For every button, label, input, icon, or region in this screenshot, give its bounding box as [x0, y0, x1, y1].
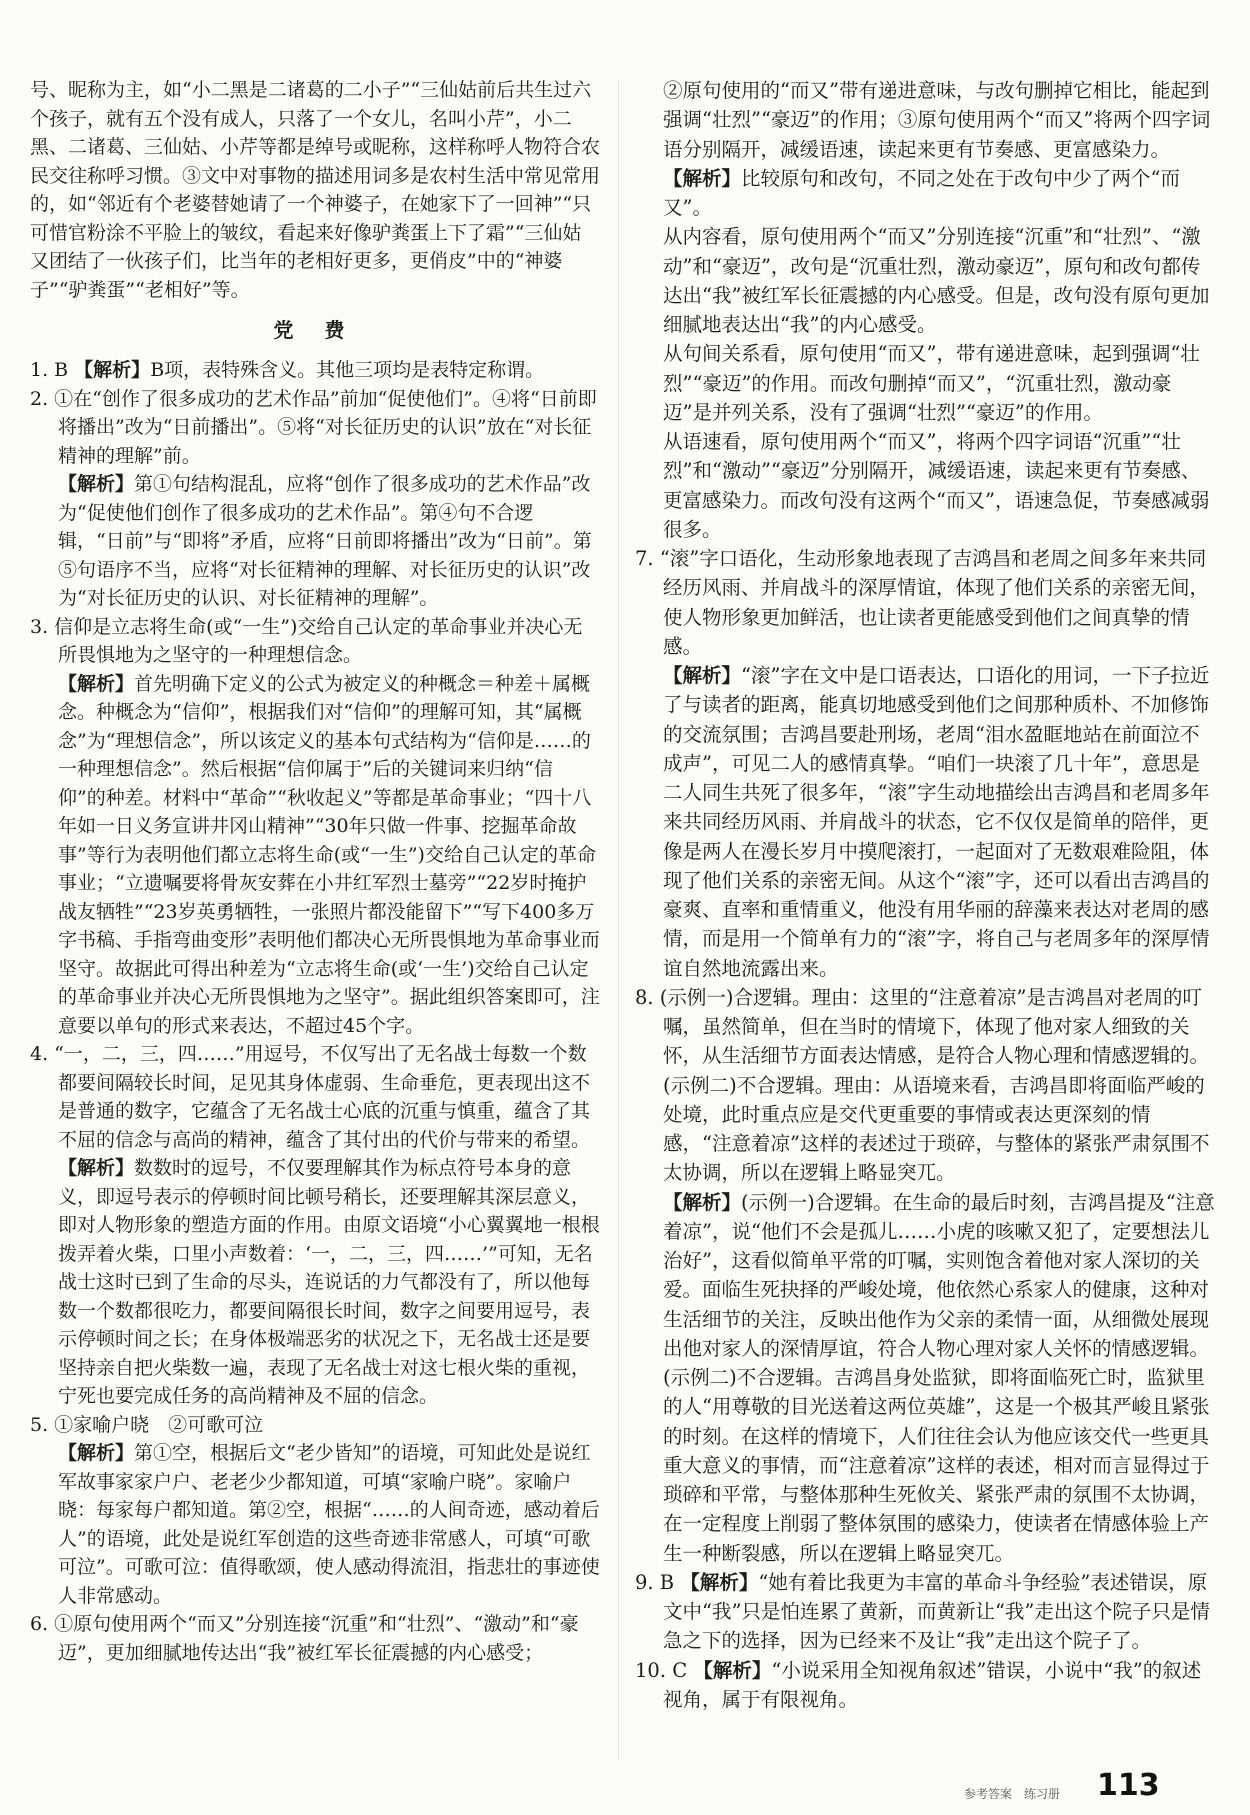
question-1-answer: 1. B 【解析】B项，表特殊含义。其他三项均是表特定称谓。 [30, 359, 545, 381]
intro-paragraph: 号、昵称为主，如“小二黑是二诸葛的二小子”“三仙姑前后共生过六个孩子，就有五个没有成人，只落了一个女儿，名叫小芹”，小二黑、二诸葛、三仙姑、小芹等都是绰号或昵称，这样称呼人物符合农民交往称呼习惯。③文中对事物的描述用词多是农村生活中常见常用的，如“邻近有个老婆替她请了一个神婆子，在她家下了一回神”“只可惜官粉涂不平脸上的皱纹，看起来好像驴粪蛋上下了霜”“三仙姑又团结了一伙孩子们，比当年的老相好更多，更俏皮”中的“神婆子”“驴粪蛋”“老相好”等。 [30, 79, 601, 301]
question-7-answer: 7. “滚”字口语化，生动形象地表现了吉鸿昌和老周之间多年来共同经历风雨、并肩战斗的深厚情谊，体现了他们关系的亲密无间，使人物形象更加鲜活，也让读者更能感受到他们之间真挚的情感。 [635, 547, 1210, 658]
column-divider [618, 80, 619, 1760]
question-8-analysis-2: (示例二)不合逻辑。吉鸿昌身处监狱，即将面临死亡时，监狱里的人“用尊敬的目光送着这两位英雄”，这是一个极其严峻且紧张的时刻。在这样的情境下，人们往往会认为他应该交代一些更具重大意义的事情，而“注意着凉”这样的表述，相对而言显得过于琐碎和平常，与整体那种生死攸关、紧张严肃的氛围不太协调，在一定程度上削弱了整体氛围的感染力，使读者在情感体验上产生一种断裂感，所以在逻辑上略显突兀。 [663, 1366, 1210, 1565]
question-6-analysis-content: 从内容看，原句使用两个“而又”分别连接“沉重”和“壮烈”、“激动”和“豪迈”，改句是“沉重壮烈，激动豪迈”，原句和改句都传达出“我”被红军长征震撼的内心感受。但是，改句没有原句更加细腻地表达出“我”的内心感受。 [663, 225, 1210, 336]
question-6-answer-continued: ②原句使用的“而又”带有递进意味，与改句删掉它相比，能起到强调“壮烈”“豪迈”的作用；③原句使用两个“而又”将两个四字词语分别隔开，减缓语速，读起来更有节奏感、更富感染力。 [663, 79, 1211, 161]
footer-label: 参考答案 练习册 [964, 1787, 1061, 1801]
page-number: 113 [1097, 1768, 1160, 1803]
question-3-answer: 3. 信仰是立志将生命(或“一生”)交给自己认定的革命事业并决心无所畏惧地为之坚守的一种理想信念。 [30, 615, 583, 666]
question-5-analysis: 【解析】第①空，根据后文“老少皆知”的语境，可知此处是说红军故事家家户户、老老少少都知道，可填“家喻户晓”。家喻户晓：每家每户都知道。第②空，根据“……的人间奇迹，感动着后人”的语境，此处是说红军创造的这些奇迹非常感人，可填“可歌可泣”。可歌可泣：值得歌颂，使人感动得流泪，指悲壮的事迹使人非常感动。 [58, 1442, 600, 1607]
question-7-analysis: 【解析】“滚”字在文中是口语表达，口语化的用词，一下子拉近了与读者的距离，能真切地感受到他们之间那种质朴、不加修饰的交流氛围；吉鸿昌要赴刑场，老周“泪水盈眶地站在前面泣不成声”，可见二人的感情真挚。“咱们一块滚了几十年”，意思是二人同生共死了很多年，“滚”字生动地描绘出吉鸿昌和老周多年来共同经历风雨、并肩战斗的状态，它不仅仅是简单的陪伴，更像是两人在漫长岁月中摸爬滚打，一起面对了无数艰难险阻，体现了他们关系的亲密无间。从这个“滚”字，还可以看出吉鸿昌的豪爽、直率和重情重义，他没有用华丽的辞藻来表达对老周的感情，而是用一个简单有力的“滚”字，将自己与老周多年的深厚情谊自然地流露出来。 [663, 664, 1210, 980]
question-10-answer: 10. C 【解析】“小说采用全知视角叙述”错误，小说中“我”的叙述视角，属于有限视角。 [635, 1658, 1202, 1711]
question-4-analysis: 【解析】数数时的逗号，不仅要理解其作为标点符号本身的意义，即逗号表示的停顿时间比顿号稍长，还要理解其深层意义，即对人物形象的塑造方面的作用。由原文语境“小心翼翼地一根根拨弄着火柴，口里小声数着：‘一，二，三，四……’”可知，无名战士这时已到了生命的尽头，连说话的力气都没有了，所以他每数一个数都很吃力，都要间隔很长时间，数字之间要用逗号，表示停顿时间之长；在身体极端恶劣的状况之下，无名战士还是要坚持亲自把火柴数一遍，表现了无名战士对这七根火柴的重视，宁死也要完成任务的高尚精神及不屈的信念。 [58, 1157, 600, 1407]
right-column [635, 76, 1215, 1714]
question-3-analysis: 【解析】首先明确下定义的公式为被定义的种概念＝种差＋属概念。种概念为“信仰”，根据我们对“信仰”的理解可知，其“属概念”为“理想信念”，所以该定义的基本句式结构为“信仰是……的一种理想信念”。然后根据“信仰属于”后的关键词来归纳“信仰”的种差。材料中“革命”“秋收起义”等都是革命事业；“四十八年如一日义务宣讲井冈山精神”“30年只做一件事、挖掘革命故事”等行为表明他们都立志将生命(或“一生”)交给自己认定的革命事业；“立遗嘱要将骨灰安葬在小井红军烈士墓旁”“22岁时掩护战友牺牲”“23岁英勇牺牲，一张照片都没能留下”“写下400多万字书稿、手指弯曲变形”表明他们都决心无所畏惧地为革命事业而坚守。故据此可得出种差为“立志将生命(或‘一生’)交给自己认定的革命事业并决心无所畏惧地为之坚守”。据此组织答案即可，注意要以单句的形式来表达，不超过45个字。 [58, 672, 600, 1037]
question-4-answer: 4. “一，二，三，四……”用逗号，不仅写出了无名战士每数一个数都要间隔较长时间，足见其身体虚弱、生命垂危，更表现出这不是普通的数字，它蕴含了无名战士心底的沉重与慎重，蕴含了其不屈的信念与高尚的精神，蕴含了其付出的代价与带来的希望。 [30, 1043, 591, 1151]
question-8-answer: 8. (示例一)合逻辑。理由：这里的“注意着凉”是吉鸿昌对老周的叮嘱，虽然简单，但在当时的情境下，体现了他对家人细致的关怀，从生活细节方面表达情感，是符合人物心理和情感逻辑的。 [635, 985, 1210, 1068]
question-6-analysis: 【解析】比较原句和改句，不同之处在于改句中少了两个“而又”。 [663, 166, 1180, 219]
question-6-analysis-pace: 从语速看，原句使用两个“而又”，将两个四字词语“沉重”“壮烈”和“激动”“豪迈”分别隔开，减缓语速，读起来更有节奏感、更富感染力。而改句没有这两个“而又”，语速急促，节奏感减弱很多。 [663, 430, 1210, 541]
left-column [30, 76, 600, 1667]
question-9-answer: 9. B 【解析】“她有着比我更为丰富的革命斗争经验”表述错误，原文中“我”只是怕连累了黄新，而黄新让“我”走出这个院子只是情急之下的选择，因为已经来不及让“我”走出这个院子了。 [635, 1570, 1210, 1653]
question-6-answer: 6. ①原句使用两个“而又”分别连接“沉重”和“壮烈”、“激动”和“豪迈”，更加细腻地传达出“我”被红军长征震撼的内心感受； [30, 1613, 579, 1664]
section-title: 党 费 [273, 318, 357, 342]
question-2-analysis: 【解析】第①句结构混乱，应将“创作了很多成功的艺术作品”改为“促使他们创作了很多成功的艺术作品”。第④句不合逻辑，“日前”与“即将”矛盾，应将“日前即将播出”改为“日前”。第⑤句语序不当，应将“对长征精神的理解、对长征历史的认识”改为“对长征历史的认识、对长征精神的理解”。 [58, 473, 592, 609]
question-5-answer: 5. ①家喻户晓 ②可歌可泣 [30, 1413, 264, 1436]
question-8-analysis: 【解析】(示例一)合逻辑。在生命的最后时刻，吉鸿昌提及“注意着凉”，说“他们不会是孤儿……小虎的咳嗽又犯了，定要想法儿治好”，这看似简单平常的叮嘱，实则饱含着他对家人深切的关爱。面临生死抉择的严峻处境，他依然心系家人的健康，这种对生活细节的关注，反映出他作为父亲的柔情一面，从细微处展现出他对家人的深情厚谊，符合人物心理对家人关怀的情感逻辑。 [663, 1190, 1215, 1360]
question-6-analysis-relation: 从句间关系看，原句使用“而又”，带有递进意味，起到强调“壮烈”“豪迈”的作用。而改句删掉“而又”，“沉重壮烈，激动豪迈”是并列关系，没有了强调“壮烈”“豪迈”的作用。 [663, 342, 1200, 424]
question-2-answer: 2. ①在“创作了很多成功的艺术作品”前加“促使他们”。④将“日前即将播出”改为“日前播出”。⑤将“对长征历史的认识”放在“对长征精神的理解”前。 [30, 387, 597, 467]
question-8-example-2: (示例二)不合逻辑。理由：从语境来看，吉鸿昌即将面临严峻的处境，此时重点应是交代更重要的事情或表达更深刻的情感，“注意着凉”这样的表述过于琐碎，与整体的紧张严肃氛围不太协调，所以在逻辑上略显突兀。 [663, 1073, 1210, 1185]
